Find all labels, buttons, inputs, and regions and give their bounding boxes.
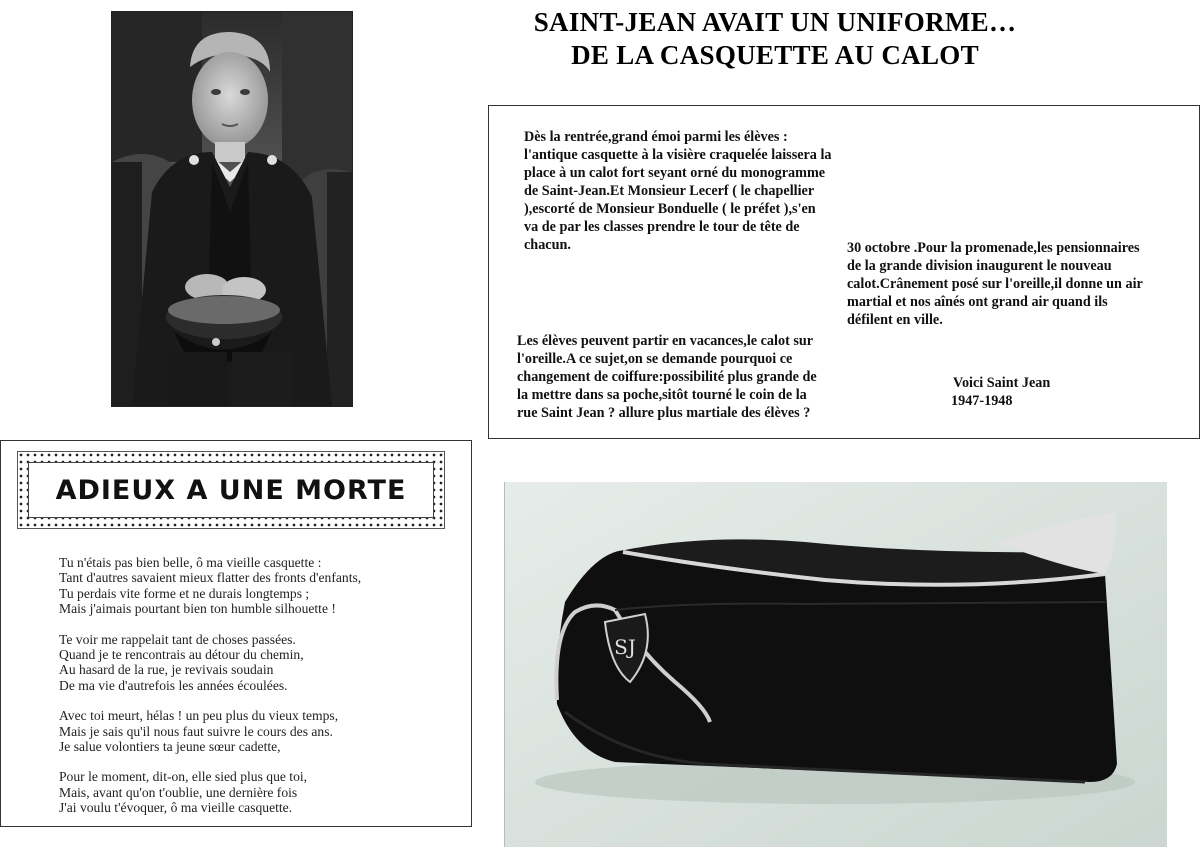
text-line: l'antique casquette à la visière craquelée laissera la: [524, 147, 832, 163]
text-line: martial et nos aînés ont grand air quand ils: [847, 294, 1108, 310]
poem-line: De ma vie d'autrefois les années écoulées.: [59, 677, 288, 693]
poem-line: Tu n'étais pas bien belle, ô ma vieille casquette :: [59, 555, 322, 570]
text-column-1: [524, 128, 874, 254]
poem-stanza-2: [59, 632, 459, 694]
text-line: l'oreille.A ce sujet,on se demande pourquoi ce: [517, 351, 793, 367]
text-line: va de par les classes prendre le tour de tête de: [524, 219, 800, 235]
cap-photo: [504, 482, 1167, 847]
page-title-line-2: DE LA CASQUETTE AU CALOT: [571, 40, 979, 70]
text-line: place à un calot fort seyant orné du monogramme: [524, 165, 826, 181]
poem-line: Au hasard de la rue, je revivais soudain: [59, 662, 274, 678]
text-line: ),escorté de Monsieur Bonduelle ( le préfet ),s'en: [524, 201, 816, 217]
poem-line: Je salue volontiers ta jeune sœur cadette,: [59, 739, 281, 755]
poem-line: Quand je te rencontrais au détour du chemin,: [59, 647, 304, 663]
poem-line: Mais, avant qu'on t'oublie, une dernière fois: [59, 784, 298, 800]
caption-line-2: 1947-1948: [951, 393, 1013, 409]
text-line: 30 octobre .Pour la promenade,les pensionnaires: [847, 240, 1140, 256]
poem-stanza-1: [59, 555, 459, 617]
poem-title-frame: [17, 451, 445, 529]
page-title-line-1: SAINT-JEAN AVAIT UN UNIFORME…: [533, 7, 1017, 37]
text-line: calot.Crânement posé sur l'oreille,il donne un air: [847, 276, 1143, 292]
caption: [951, 374, 1151, 410]
text-line: la mettre dans sa poche,sitôt tourné le coin de la: [517, 387, 807, 403]
garrison-cap-photo-icon: [505, 482, 1167, 847]
text-line: défilent en ville.: [847, 312, 943, 328]
history-text-box: [488, 105, 1200, 439]
page-title: [470, 6, 1080, 72]
text-line: chacun.: [524, 237, 571, 253]
text-line: rue Saint Jean ? allure plus martiale des élèves ?: [517, 405, 811, 421]
poem-body: [59, 555, 459, 831]
caption-line-1: Voici Saint Jean: [953, 375, 1051, 391]
poem-title: ADIEUX A UNE MORTE: [55, 474, 407, 506]
boy-photo: [111, 11, 353, 407]
poem-line: Avec toi meurt, hélas ! un peu plus du vieux temps,: [59, 708, 339, 724]
cap-monogram: SJ: [614, 635, 636, 659]
text-column-3: [517, 332, 857, 422]
poem-line: Mais j'aimais pourtant bien ton humble silhouette !: [59, 601, 336, 617]
text-line: Dès la rentrée,grand émoi parmi les élèves :: [524, 129, 788, 145]
poem-stanza-4: [59, 769, 459, 815]
poem-line: Mais je sais qu'il nous faut suivre le cours des ans.: [59, 723, 333, 739]
poem-stanza-3: [59, 708, 459, 754]
poem-line: Tant d'autres savaient mieux flatter des fronts d'enfants,: [59, 570, 362, 586]
poem-line: Pour le moment, dit-on, elle sied plus que toi,: [59, 769, 308, 785]
text-line: de Saint-Jean.Et Monsieur Lecerf ( le chapellier: [524, 183, 815, 199]
text-column-2: [847, 239, 1197, 329]
text-line: Les élèves peuvent partir en vacances,le calot sur: [517, 333, 814, 349]
poem-line: Tu perdais vite forme et ne durais longtemps ;: [59, 585, 310, 601]
text-line: de la grande division inaugurent le nouveau: [847, 258, 1112, 274]
poem-box: [0, 440, 472, 827]
poem-line: J'ai voulu t'évoquer, ô ma vieille casquette.: [59, 800, 293, 816]
text-line: changement de coiffure:possibilité plus grande de: [517, 369, 817, 385]
boy-with-cap-photo-icon: [112, 12, 352, 406]
poem-line: Te voir me rappelait tant de choses passées.: [59, 631, 296, 647]
